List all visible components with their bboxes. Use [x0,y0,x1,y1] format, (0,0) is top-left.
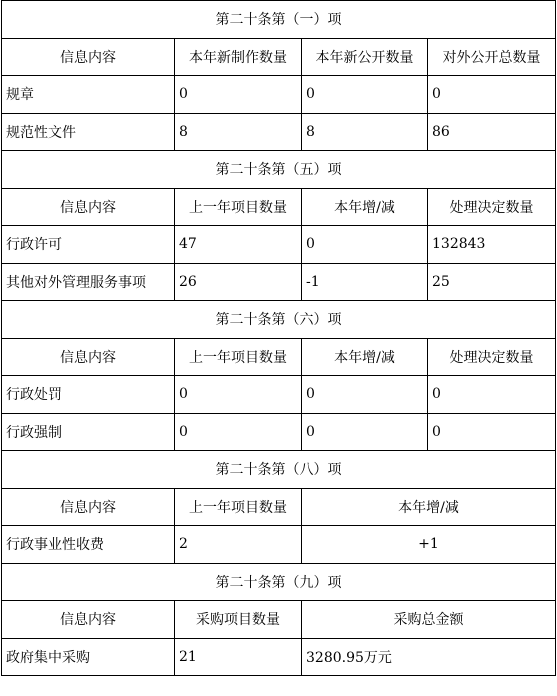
table-row [2,113,556,151]
column-header: 本年增/减 [302,488,556,526]
cell-value: 21 [175,638,302,676]
section-title-row [2,301,556,339]
cell-value: -1 [302,263,428,301]
section-title: 第二十条第（一）项 [2,1,556,39]
cell-value: 0 [428,376,556,414]
header-row [2,488,556,526]
cell-value: 8 [302,113,428,151]
column-header: 信息内容 [2,38,175,76]
cell-value: 0 [175,76,302,114]
cell-value: 3280.95万元 [302,638,556,676]
table-row [2,263,556,301]
header-row [2,601,556,639]
row-label: 行政事业性收费 [2,526,175,564]
disclosure-statistics-table [1,0,556,676]
column-header: 采购总金额 [302,601,556,639]
row-label: 行政许可 [2,226,175,264]
row-label: 其他对外管理服务事项 [2,263,175,301]
column-header: 采购项目数量 [175,601,302,639]
cell-value: 2 [175,526,302,564]
column-header: 本年新制作数量 [175,38,302,76]
row-label: 行政处罚 [2,376,175,414]
cell-value: 0 [428,413,556,451]
table-row [2,413,556,451]
row-label: 规范性文件 [2,113,175,151]
header-row [2,338,556,376]
column-header: 对外公开总数量 [428,38,556,76]
section-title-row [2,451,556,489]
table-row [2,638,556,676]
section-title-row [2,151,556,189]
section-title: 第二十条第（五）项 [2,151,556,189]
section-title: 第二十条第（六）项 [2,301,556,339]
cell-value: 0 [428,76,556,114]
cell-value: +1 [302,526,556,564]
column-header: 上一年项目数量 [175,338,302,376]
cell-value: 25 [428,263,556,301]
table-row [2,376,556,414]
column-header: 上一年项目数量 [175,188,302,226]
cell-value: 0 [175,413,302,451]
table-row [2,76,556,114]
row-label: 规章 [2,76,175,114]
column-header: 信息内容 [2,488,175,526]
cell-value: 0 [302,226,428,264]
column-header: 信息内容 [2,188,175,226]
header-row [2,188,556,226]
section-title-row [2,1,556,39]
cell-value: 26 [175,263,302,301]
cell-value: 132843 [428,226,556,264]
cell-value: 0 [175,376,302,414]
cell-value: 0 [302,413,428,451]
cell-value: 0 [302,76,428,114]
table-row [2,226,556,264]
row-label: 行政强制 [2,413,175,451]
cell-value: 86 [428,113,556,151]
column-header: 本年增/减 [302,338,428,376]
row-label: 政府集中采购 [2,638,175,676]
section-title: 第二十条第（九）项 [2,563,556,601]
column-header: 信息内容 [2,338,175,376]
section-title-row [2,563,556,601]
cell-value: 47 [175,226,302,264]
cell-value: 0 [302,376,428,414]
cell-value: 8 [175,113,302,151]
header-row [2,38,556,76]
column-header: 上一年项目数量 [175,488,302,526]
section-title: 第二十条第（八）项 [2,451,556,489]
column-header: 本年新公开数量 [302,38,428,76]
column-header: 处理决定数量 [428,338,556,376]
table-row [2,526,556,564]
column-header: 处理决定数量 [428,188,556,226]
column-header: 信息内容 [2,601,175,639]
column-header: 本年增/减 [302,188,428,226]
